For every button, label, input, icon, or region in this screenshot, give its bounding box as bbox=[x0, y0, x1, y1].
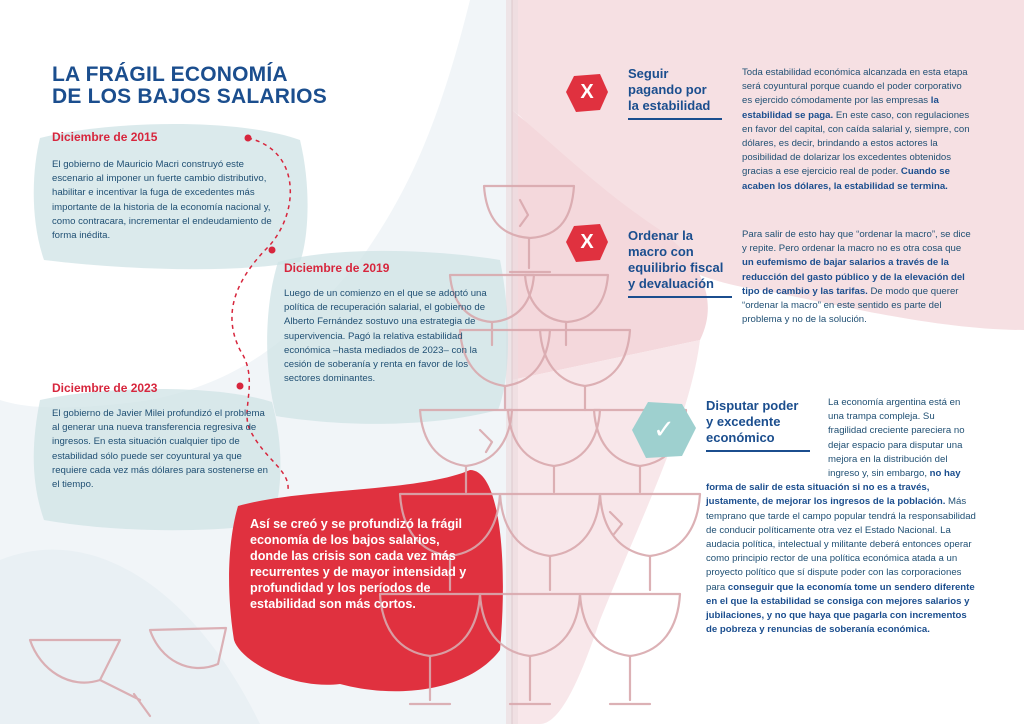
x-icon bbox=[566, 72, 608, 112]
option-3-text-part: La economía argentina está en una trampa compleja. Su fragilidad creciente pareciera no dejar espacio para disputar una mejora en la distribución del ingreso y, sin embargo, bbox=[828, 397, 965, 480]
option-2-text-part: De modo que querer “ordenar la macro” en este sentido es parte del problema y no de la solución. bbox=[742, 285, 959, 326]
x-glyph: X bbox=[580, 230, 594, 253]
option-1-text bbox=[742, 66, 974, 194]
option-1-heading-line: la estabilidad bbox=[628, 98, 711, 113]
option-3-heading-line: y excedente bbox=[706, 414, 781, 429]
timeline-year-2023: Diciembre de 2023 bbox=[52, 381, 158, 395]
page-title bbox=[52, 64, 327, 108]
option-3-text-bold: no hay forma de salir de esta situación si no es a través, justamente, de mejorar los ingresos de la población. bbox=[706, 468, 961, 508]
timeline-text-2019: Luego de un comienzo en el que se adoptó una política de recuperación salarial, el gobierno de Alberto Fernández sostuvo una estrategia de supervivencia. Pagó la relativa estabilidad económica –hasta mediados de 2023– con la cesión de soberanía y renta en favor de los sectores dominantes. bbox=[284, 288, 487, 385]
text-wrap-spacer bbox=[706, 396, 828, 468]
timeline-year-2015: Diciembre de 2015 bbox=[52, 130, 158, 144]
title-line-2: DE LOS BAJOS SALARIOS bbox=[52, 85, 327, 108]
option-2-heading-line: equilibrio fiscal bbox=[628, 260, 724, 275]
option-3-text-bold: conseguir que la economía tome un sendero diferente en el que la estabilidad se consiga con mejores salarios y jubilaciones, y no que haya que pagarla con incrementos de pobreza y renuncias de soberanía económica. bbox=[706, 581, 975, 636]
option-1-text-part: Toda estabilidad económica alcanzada en esta etapa será coyuntural porque cuando el poder corporativo es ejercido cómodamente por las empresas bbox=[742, 67, 968, 107]
option-3-text-part: Más temprano que tarde el campo popular tendrá la responsabilidad de conducir políticamente otra vez el Estado Nacional. La audacia política, intelectual y militante deberá entonces operar como principio rector de una política económica atada a un proyecto político que sí dispute poder con las corporaciones para bbox=[706, 496, 976, 593]
option-1-heading-line: Seguir bbox=[628, 66, 669, 81]
option-1-heading-line: pagando por bbox=[628, 82, 707, 97]
check-glyph: ✓ bbox=[653, 413, 675, 444]
option-3-heading-line: económico bbox=[706, 430, 775, 445]
timeline-year-2019: Diciembre de 2019 bbox=[284, 261, 390, 275]
option-1-text-bold: la estabilidad se paga. bbox=[742, 95, 939, 121]
option-2-heading bbox=[628, 228, 732, 298]
option-2-heading-line: macro con bbox=[628, 244, 694, 259]
check-icon bbox=[632, 400, 696, 458]
option-2-heading-line: y devaluación bbox=[628, 276, 714, 291]
option-2-text bbox=[742, 228, 974, 327]
timeline-text-2015: El gobierno de Mauricio Macri construyó este escenario al imponer un fuerte cambio distributivo, habilitar e incentivar la fuga de excedentes más importante de la historia de la economía nacional y, como contracara, incrementar el endeudamiento de forma inédita. bbox=[52, 159, 272, 242]
option-2-text-part: Para salir de esto hay que “ordenar la macro”, se dice y repite. Pero ordenar la macro no es otra cosa que bbox=[742, 229, 971, 255]
timeline-text-2023: El gobierno de Javier Milei profundizó el problema al generar una nueva transferencia regresiva de ingresos. En esta situación cualquier tipo de estabilidad sólo puede ser coyuntural ya que requiere cada vez más dólares para sostenerse en el tiempo. bbox=[52, 408, 268, 491]
option-2-heading-line: Ordenar la bbox=[628, 228, 694, 243]
title-line-1: LA FRÁGIL ECONOMÍA bbox=[52, 63, 288, 86]
option-1-text-bold: Cuando se acaben los dólares, la estabilidad se termina. bbox=[742, 166, 950, 192]
option-2-text-bold: un eufemismo de bajar salarios a través de la reducción del gasto público y de la elevación del tipo de cambio y las tarifas. bbox=[742, 257, 965, 297]
option-3-text bbox=[706, 396, 976, 637]
option-1-text-part: En este caso, con regulaciones en favor del capital, con caída salarial y, siempre, con dólares, es decir, brindando a estos actores la posibilidad de dolarizar los excedentes obtenidos gracias a ese ejercicio real de poder. bbox=[742, 109, 970, 178]
option-1-heading bbox=[628, 66, 722, 120]
x-glyph: X bbox=[580, 80, 594, 103]
option-3-heading-line: Disputar poder bbox=[706, 398, 799, 413]
x-icon bbox=[566, 222, 608, 262]
conclusion-callout: Así se creó y se profundizó la frágil economía de los bajos salarios, donde las crisis son cada vez más recurrentes y de mayor intensidad y profundidad y los períodos de estabilidad son más cortos. bbox=[250, 517, 467, 611]
